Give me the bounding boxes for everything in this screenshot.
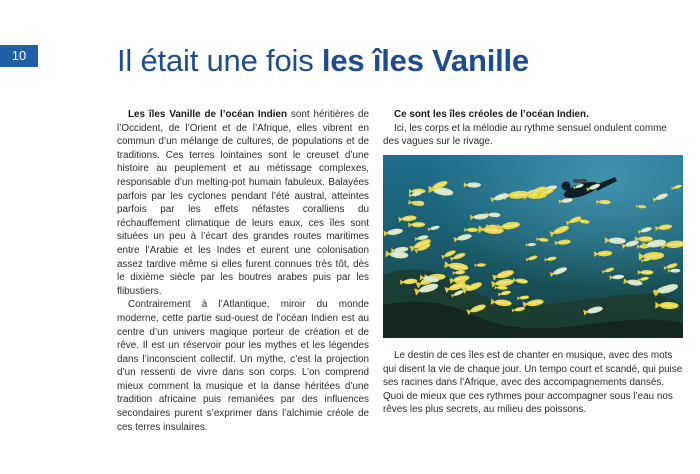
paragraph-atlantique: Contrairement à l’Atlantique, miroir du monde moderne, cette partie sud-ouest de l’océan Indien est au centre d’un univers magique porteur de création et de rêve. Il est un réservoir pour les mythes et les légendes dans l’inconscient collectif. Un mythe, c’est la projection d’un ressenti de vivre dans son corps. L’on comprend mieux comment la musique et la danse héritées d’une tradition africaine puis remaniées par des influences secondaires purent s’exprimer dans l’alchimie créole de ces terres insulaires. (117, 299, 369, 433)
paragraph-destin: Le destin de ces îles est de chanter en musique, avec des mots qui disent la vie de chaque jour. Un tempo court et scandé, qui puise ses racines dans l’Afrique, avec des accompagnements dansés. Quoi de mieux que ces rythmes pour accompagner sous l’eau nos rêves les plus secrets, au milieu des poissons. (383, 350, 683, 416)
page-number: 10 (0, 45, 38, 67)
right-intro: Ici, les corps et la mélodie au rythme sensuel ondulent comme des vagues sur le rivage. (383, 122, 667, 148)
left-column (117, 108, 369, 434)
underwater-photo (383, 155, 683, 338)
intro-body: sont héritières de l’Occident, de l’Orient et de l’Afrique, elles vibrent en commun d’un mélange de cultures, de populations et de traditions. Ces terres lointaines sont le creuset d’une histoire au peuplement et au métissage complexes, responsable d’un melting-pot humain fabuleux. Balayées parfois par les cyclones pendant l’été austral, atteintes parfois par les effets néfastes coralliens du réchauffement climatique de leurs eaux, ces îles sont situées un peu à l’écart des grandes routes maritimes entre l’Arabie et les Indes et eurent une colonisation assez tardive même si elles furent connues très tôt, dès le dixième siècle par les boutres arabes puis par les flibustiers. (117, 109, 369, 297)
fish-school-image (383, 155, 683, 338)
paragraph-intro (117, 108, 369, 298)
title-regular: Il était une fois (117, 43, 322, 78)
right-column-top (383, 108, 683, 149)
page-title (117, 43, 529, 79)
title-bold: les îles Vanille (321, 43, 529, 78)
right-lead: Ce sont les îles créoles de l’océan Indien. (394, 109, 589, 120)
intro-lead: Les îles Vanille de l’océan Indien (128, 109, 287, 120)
right-column-bottom (383, 349, 683, 417)
